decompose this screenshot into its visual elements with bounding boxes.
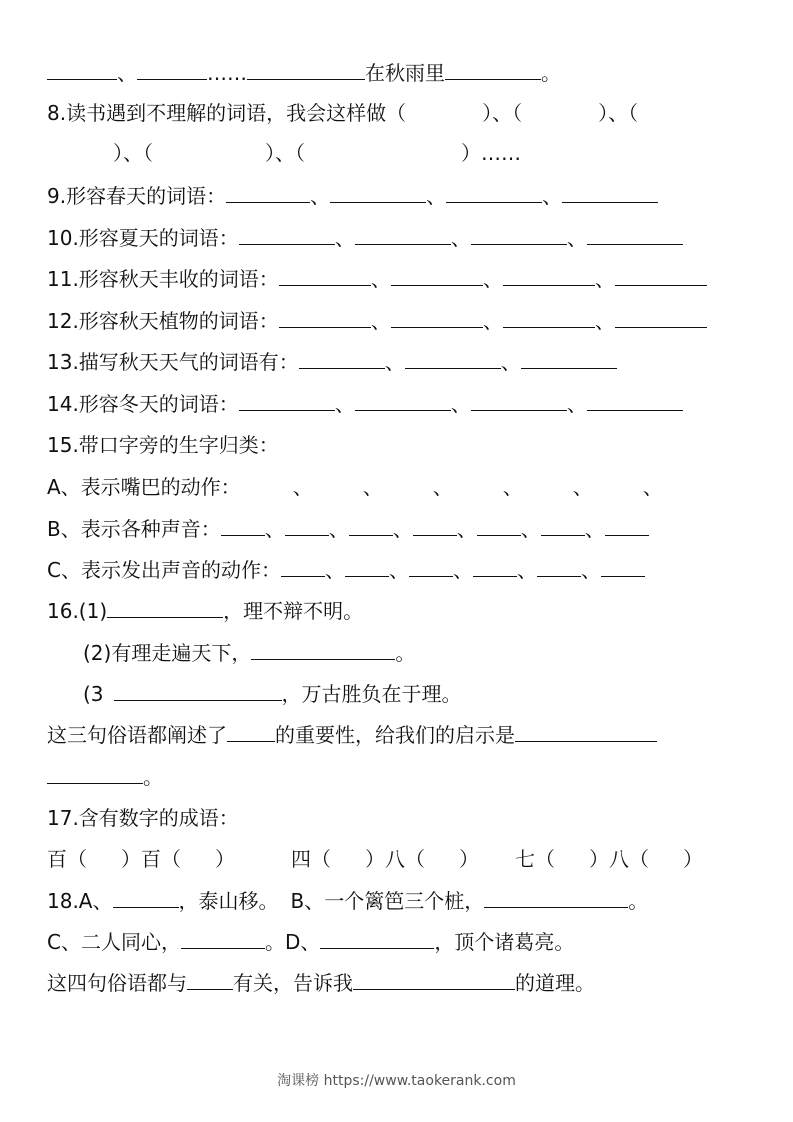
text: 。 [628, 889, 649, 913]
idiom-text: ）八（ [365, 847, 425, 871]
blank[interactable] [615, 267, 707, 286]
question-15a [47, 474, 663, 500]
paren: ）、（ [113, 141, 153, 165]
paren: ）、（ [598, 101, 639, 125]
blank[interactable] [409, 558, 453, 577]
blank[interactable] [413, 517, 457, 536]
separator: 、 [310, 184, 331, 208]
blank[interactable] [279, 309, 371, 328]
paren: ）、（ [265, 141, 305, 165]
question-text: B、表示各种声音： [47, 517, 221, 541]
line-continuation [47, 60, 561, 86]
separator: 、 [642, 475, 663, 499]
separator: 、 [117, 61, 137, 85]
blank[interactable] [239, 392, 335, 411]
blank[interactable] [355, 392, 451, 411]
question-15 [47, 432, 279, 458]
blank[interactable] [285, 517, 329, 536]
blank[interactable] [537, 558, 581, 577]
question-13 [47, 349, 617, 375]
separator: 、 [328, 517, 349, 541]
footer-watermark: 淘课榜 https://www.taokerank.com [277, 1073, 516, 1089]
blank[interactable] [299, 350, 385, 369]
question-text: (2)有理走遍天下， [83, 641, 252, 665]
blank[interactable] [471, 226, 567, 245]
question-16-2 [47, 640, 415, 666]
question-text: 13.描写秋天天气的词语有： [47, 350, 299, 374]
question-9 [47, 183, 658, 209]
blank[interactable] [471, 392, 567, 411]
blank[interactable] [47, 765, 143, 784]
blank[interactable] [251, 641, 395, 660]
separator: 、 [566, 392, 587, 416]
separator: 、 [432, 475, 453, 499]
question-text: 14.形容冬天的词语： [47, 392, 239, 416]
text: 。D、 [264, 930, 321, 954]
text: ，理不辩不明。 [223, 599, 364, 623]
question-10 [47, 225, 683, 251]
text: 这三句俗语都阐述了 [47, 723, 227, 747]
text: 在秋雨里 [365, 61, 445, 85]
blank[interactable] [541, 517, 585, 536]
idiom-text: ） [683, 847, 703, 871]
blank[interactable] [503, 309, 595, 328]
separator: 、 [502, 475, 523, 499]
separator: 、 [572, 475, 593, 499]
separator: 、 [580, 558, 601, 582]
ellipsis: …… [207, 61, 247, 85]
question-18-cd [47, 929, 574, 955]
question-16-summary [47, 722, 657, 748]
blank[interactable] [484, 889, 628, 908]
question-8-cont [47, 140, 521, 166]
blank[interactable] [113, 889, 179, 908]
separator: 、 [388, 558, 409, 582]
text: C、二人同心， [47, 930, 181, 954]
blank[interactable] [391, 309, 483, 328]
idiom-text: ） [459, 847, 479, 871]
question-text: 11.形容秋天丰收的词语： [47, 267, 279, 291]
question-text: 18.A、 [47, 889, 113, 913]
blank[interactable] [349, 517, 393, 536]
blank[interactable] [353, 971, 515, 990]
blank[interactable] [226, 184, 310, 203]
blank[interactable] [473, 558, 517, 577]
blank[interactable] [137, 61, 207, 80]
blank[interactable] [281, 558, 325, 577]
separator: 、 [370, 267, 391, 291]
separator: 、 [370, 309, 391, 333]
blank[interactable] [330, 184, 426, 203]
question-text: 8.读书遇到不理解的词语，我会这样做（ [47, 101, 407, 125]
blank[interactable] [47, 61, 117, 80]
separator: 、 [264, 517, 285, 541]
blank[interactable] [405, 350, 501, 369]
separator: 、 [334, 392, 355, 416]
question-text: 16.(1) [47, 599, 108, 623]
question-16-3 [47, 681, 462, 707]
blank[interactable] [503, 267, 595, 286]
idiom-text: ）八（ [589, 847, 649, 871]
separator: 、 [566, 226, 587, 250]
separator: 、 [384, 350, 405, 374]
blank[interactable] [515, 723, 657, 742]
blank[interactable] [320, 930, 434, 949]
text: 。 [541, 61, 561, 85]
question-16-1 [47, 598, 363, 624]
separator: 、 [594, 309, 615, 333]
question-text: 9.形容春天的词语： [47, 184, 227, 208]
text: 的重要性，给我们的启示是 [275, 723, 515, 747]
question-17-idioms [47, 846, 703, 872]
blank[interactable] [587, 392, 683, 411]
blank[interactable] [221, 517, 265, 536]
separator: 、 [482, 267, 503, 291]
question-text: A、表示嘴巴的动作： [47, 475, 241, 499]
text: 。 [143, 765, 163, 789]
separator: 、 [482, 309, 503, 333]
text: ，万古胜负在于理。 [281, 682, 462, 706]
separator: 、 [324, 558, 345, 582]
separator: 、 [520, 517, 541, 541]
question-15b [47, 516, 649, 542]
blank[interactable] [445, 61, 541, 80]
blank[interactable] [521, 350, 617, 369]
idiom-text: ）百（ [121, 847, 181, 871]
question-18-ab [47, 888, 648, 914]
question-text: 12.形容秋天植物的词语： [47, 309, 279, 333]
separator: 、 [362, 475, 383, 499]
question-15c [47, 557, 645, 583]
blank[interactable] [114, 682, 282, 701]
question-text: 17.含有数字的成语： [47, 806, 239, 830]
text: 这四句俗语都与 [47, 971, 187, 995]
question-text: (3 [83, 682, 104, 706]
question-11 [47, 266, 707, 292]
blank[interactable] [247, 61, 365, 80]
question-17 [47, 805, 239, 831]
question-14 [47, 391, 683, 417]
question-18-summary [47, 970, 595, 996]
blank[interactable] [477, 517, 521, 536]
blank[interactable] [446, 184, 542, 203]
paren: ）…… [461, 141, 521, 165]
text: 的道理。 [515, 971, 595, 995]
blank[interactable] [345, 558, 389, 577]
blank[interactable] [355, 226, 451, 245]
text: ，顶个诸葛亮。 [434, 930, 575, 954]
separator: 、 [542, 184, 563, 208]
question-text: 15.带口字旁的生字归类： [47, 433, 279, 457]
blank[interactable] [587, 226, 683, 245]
separator: 、 [426, 184, 447, 208]
separator: 、 [452, 558, 473, 582]
separator: 、 [450, 392, 471, 416]
text: 有关，告诉我 [233, 971, 353, 995]
blank[interactable] [279, 267, 371, 286]
text: ，泰山移。 [178, 889, 279, 913]
blank[interactable] [605, 517, 649, 536]
text: 。 [395, 641, 416, 665]
blank[interactable] [239, 226, 335, 245]
blank[interactable] [391, 267, 483, 286]
separator: 、 [456, 517, 477, 541]
separator: 、 [500, 350, 521, 374]
separator: 、 [292, 475, 313, 499]
separator: 、 [450, 226, 471, 250]
separator: 、 [584, 517, 605, 541]
question-text: 10.形容夏天的词语： [47, 226, 239, 250]
separator: 、 [334, 226, 355, 250]
idiom-text: 七（ [515, 847, 555, 871]
question-16-summary-cont [47, 764, 163, 790]
question-text: C、表示发出声音的动作： [47, 558, 281, 582]
question-8 [47, 100, 638, 126]
blank[interactable] [181, 930, 265, 949]
paren: ）、（ [482, 101, 523, 125]
separator: 、 [594, 267, 615, 291]
blank[interactable] [107, 599, 223, 618]
idiom-text: 四（ [291, 847, 331, 871]
blank[interactable] [601, 558, 645, 577]
blank[interactable] [227, 723, 275, 742]
question-12 [47, 308, 707, 334]
separator: 、 [392, 517, 413, 541]
text: B、一个篱笆三个桩， [290, 889, 485, 913]
idiom-text: 百（ [47, 847, 87, 871]
separator: 、 [516, 558, 537, 582]
blank[interactable] [562, 184, 658, 203]
blank[interactable] [187, 971, 233, 990]
blank[interactable] [615, 309, 707, 328]
idiom-text: ） [215, 847, 235, 871]
